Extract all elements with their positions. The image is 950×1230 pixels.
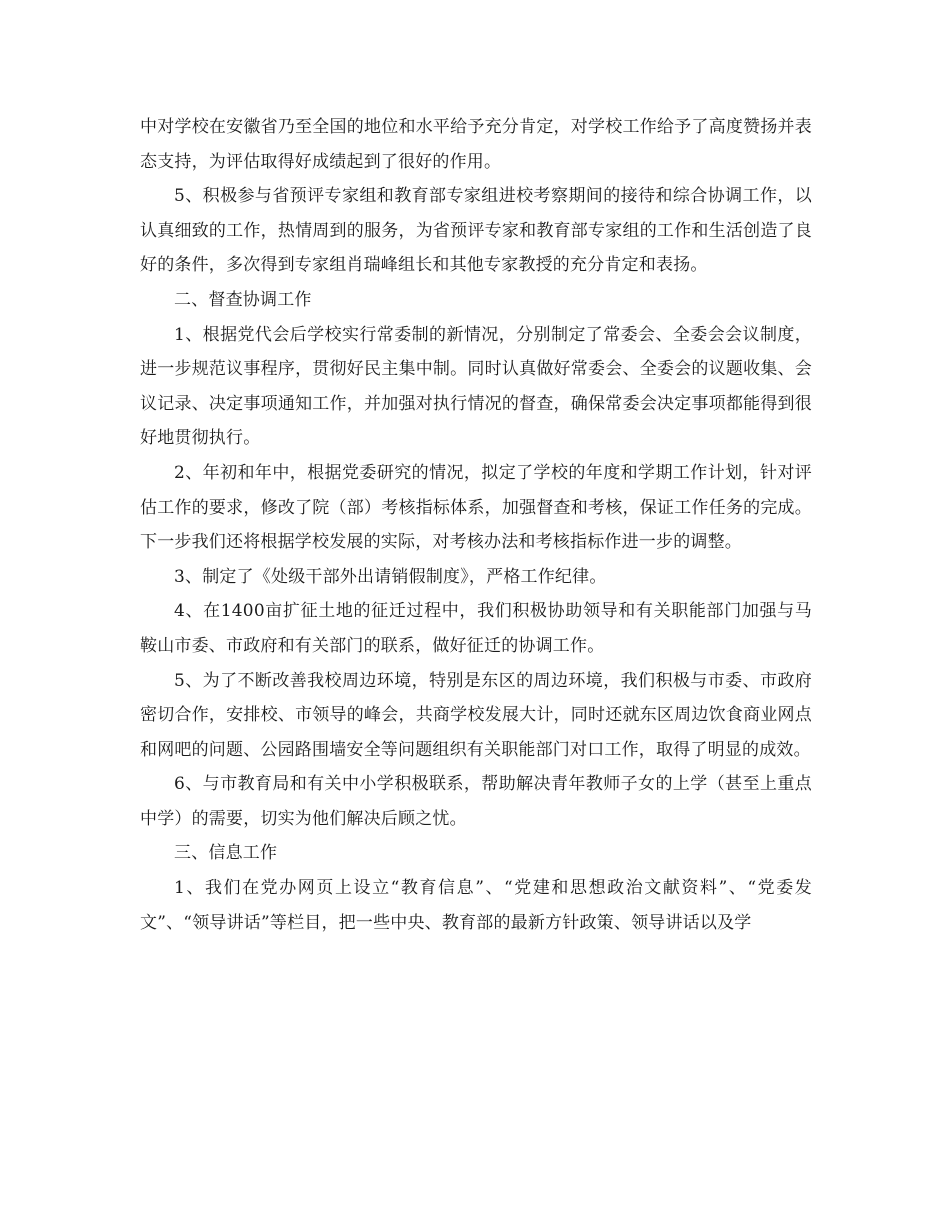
section-heading-information: 三、信息工作: [174, 843, 278, 864]
paragraph-item-6-education: 6、与市教育局和有关中小学积极联系，帮助解决青年教师子女的上学（甚至上重点中学）的需要，切实为他们解决后顾之忧。: [140, 774, 812, 829]
paragraph-item-5-environment: 5、为了不断改善我校周边环境，特别是东区的周边环境，我们积极与市委、市政府密切合作，安排校、市领导的峰会，共商学校发展大计，同时还就东区周边饮食商业网点和网吧的问题、公园路围墙安全等问题组织有关职能部门对口工作，取得了明显的成效。: [140, 670, 812, 760]
paragraph-item-3-leave-policy: 3、制定了《处级干部外出请销假制度》，严格工作纪律。: [174, 566, 607, 587]
document-body: [140, 110, 812, 940]
paragraph-item-1-webpage: 1、我们在党办网页上设立“教育信息”、“党建和思想政治文献资料”、“党委发文”、“领导讲话”等栏目，把一些中央、教育部的最新方针政策、领导讲话以及学: [140, 878, 812, 933]
paragraph-item-1-committee: 1、根据党代会后学校实行常委制的新情况，分别制定了常委会、全委会会议制度，进一步规范议事程序，贯彻好民主集中制。同时认真做好常委会、全委会的议题收集、会议记录、决定事项通知工作，并加强对执行情况的督查，确保常委会决定事项都能得到很好地贯彻执行。: [140, 324, 812, 449]
section-heading-supervision: 二、督查协调工作: [174, 289, 312, 310]
paragraph-continuation: 中对学校在安徽省乃至全国的地位和水平给予充分肯定，对学校工作给予了高度赞扬并表态支持，为评估取得好成绩起到了很好的作用。: [140, 117, 812, 172]
paragraph-item-4-land: 4、在1400亩扩征土地的征迁过程中，我们积极协助领导和有关职能部门加强与马鞍山市委、市政府和有关部门的联系，做好征迁的协调工作。: [140, 601, 812, 656]
paragraph-item-2-work-plan: 2、年初和年中，根据党委研究的情况，拟定了学校的年度和学期工作计划，针对评估工作的要求，修改了院（部）考核指标体系，加强督查和考核，保证工作任务的完成。下一步我们还将根据学校发展的实际，对考核办法和考核指标作进一步的调整。: [140, 462, 812, 553]
paragraph-item-5-reception: 5、积极参与省预评专家组和教育部专家组进校考察期间的接待和综合协调工作，以认真细致的工作，热情周到的服务，为省预评专家和教育部专家组的工作和生活创造了良好的条件，多次得到专家组肖瑞峰组长和其他专家教授的充分肯定和表扬。: [140, 186, 812, 276]
